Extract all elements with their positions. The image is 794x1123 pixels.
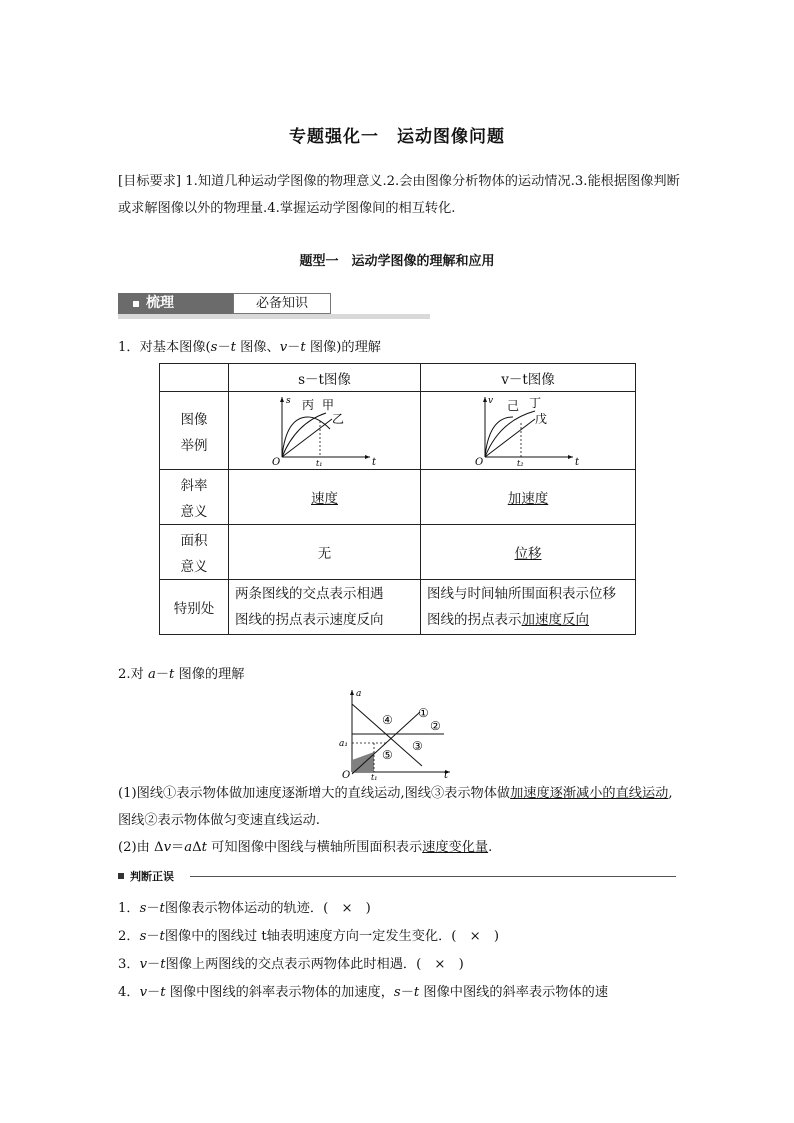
col-header-vt: v－t图像 — [421, 364, 636, 392]
judge-4-var-t2: t — [413, 985, 420, 1000]
at-origin-label: O — [342, 770, 351, 780]
judge-4-var-v: v — [139, 985, 148, 1000]
special-vt-cell — [421, 580, 636, 635]
item2-var-t: t — [169, 667, 175, 682]
special-vt-line2-underlined: 加速度反向 — [521, 612, 589, 628]
item1-dash: － — [217, 340, 231, 355]
item1-dash2: － — [287, 340, 301, 355]
p2-text-c: 可知图像中图线与横轴所围面积表示 — [206, 840, 423, 855]
judge-4-text2: 图像中图线的斜率表示物体的速 — [419, 985, 609, 1000]
divider-line — [190, 876, 676, 877]
square-icon — [133, 301, 139, 307]
special-vt-line2-pre: 图线的拐点表示 — [427, 612, 522, 628]
row-label-area — [160, 525, 229, 580]
item2-heading — [118, 661, 684, 688]
judge-3-text: 图像上两图线的交点表示两物体此时相遇．( × ) — [165, 957, 464, 972]
p1-text-b: ,图线②表示物体做匀变速直线运动. — [118, 786, 673, 828]
x-axis-arrow — [365, 455, 370, 459]
row-label-example-l2: 举例 — [180, 437, 208, 454]
label-wu: 戊 — [535, 411, 548, 426]
slope-vt-cell — [421, 470, 636, 525]
judge-1-var-s: s — [139, 901, 147, 916]
item2-prefix: 2.对 — [118, 667, 148, 682]
judge-item-2 — [118, 923, 684, 950]
judge-3-var-v: v — [139, 957, 148, 972]
banner-tag — [118, 293, 233, 314]
x-axis-arrow — [568, 455, 573, 459]
judge-item-3 — [118, 951, 684, 978]
item1-var-t2: t — [300, 340, 306, 355]
special-vt-line1: 图线与时间轴所围面积表示位移 — [427, 586, 616, 602]
label-ji: 己 — [507, 398, 520, 413]
p1-underlined: 加速度逐渐减小的直线运动 — [510, 786, 669, 801]
item1-mid: 图像、 — [235, 340, 280, 355]
y-axis-arrow — [350, 690, 354, 695]
marker-1: ① — [418, 706, 429, 720]
marker-5: ⑤ — [382, 748, 393, 762]
marker-3: ③ — [412, 739, 423, 753]
vt-origin-label: O — [475, 456, 484, 468]
knowledge-banner — [118, 293, 430, 319]
goal-paragraph — [118, 168, 684, 222]
judge-1-dash: － — [146, 901, 160, 916]
judge-4-var-t: t — [160, 985, 166, 1000]
at-explanation-1 — [118, 780, 684, 834]
st-axis-y-label: s — [285, 395, 291, 406]
p1-text-a: (1)图线①表示物体做加速度逐渐增大的直线运动,图线③表示物体做 — [118, 786, 511, 801]
row-label-slope-l2: 意义 — [180, 504, 208, 520]
judge-2-var-t: t — [159, 929, 165, 944]
item1-var-s: s — [210, 340, 218, 355]
curve-yi — [282, 419, 332, 457]
area-st-cell — [229, 525, 421, 580]
marker-2: ② — [430, 719, 441, 733]
y-axis-arrow — [280, 397, 284, 402]
vt-axis-y-label: v — [488, 395, 494, 406]
graph-comparison-table — [159, 363, 636, 635]
vt-example-graph — [473, 393, 583, 469]
item1-heading — [118, 334, 684, 361]
p2-var-v: v — [163, 840, 172, 855]
judge-4-num: 4． — [118, 985, 140, 1000]
label-bing: 丙 — [301, 397, 314, 412]
p2-delta: Δ — [192, 840, 202, 855]
row-label-example-l1: 图像 — [180, 411, 208, 428]
item1-prefix: 1．对基本图像( — [118, 340, 211, 355]
judge-item-1 — [118, 895, 684, 922]
special-st-line2: 图线的拐点表示速度反向 — [235, 612, 384, 628]
vt-example-graph-cell — [421, 392, 636, 470]
item1-var-t: t — [230, 340, 236, 355]
p2-eq: ＝ — [171, 840, 185, 855]
page-title: 专题强化一 运动图像问题 — [289, 127, 505, 147]
judge-2-dash: － — [146, 929, 160, 944]
area-st-value: 无 — [317, 546, 332, 562]
at-graph — [338, 686, 456, 780]
table-corner — [160, 364, 229, 392]
curve-ding — [485, 411, 535, 457]
p2-text-a: (2)由 Δ — [118, 840, 164, 855]
judge-4-var-s: s — [393, 985, 401, 1000]
item2-dash: － — [155, 667, 170, 682]
row-label-area-l2: 意义 — [180, 559, 208, 575]
judge-3-num: 3． — [118, 957, 140, 972]
judge-3-dash: － — [147, 957, 161, 972]
slope-st-value: 速度 — [311, 491, 338, 507]
p2-underlined: 速度变化量 — [422, 840, 489, 855]
judge-label: 判断正误 — [130, 870, 174, 883]
banner-underline — [118, 314, 430, 319]
st-t1-tick: t₁ — [315, 458, 322, 468]
st-axis-x-label: t — [371, 456, 376, 468]
item1-var-v: v — [279, 340, 288, 355]
judge-2-var-s: s — [139, 929, 147, 944]
at-axis-y-label: a — [356, 689, 362, 699]
judge-4-dash2: － — [400, 985, 414, 1000]
judge-item-4 — [118, 979, 684, 1006]
special-vt-line2 — [427, 607, 635, 633]
goal-label: [目标要求] — [118, 174, 182, 189]
judge-1-text: 图像表示物体运动的轨迹．( × ) — [164, 901, 371, 916]
area-vt-cell — [421, 525, 636, 580]
p2-var-a: a — [184, 840, 193, 855]
judge-3-var-t: t — [160, 957, 166, 972]
judge-2-text: 图像中的图线过 t轴表明速度方向一定发生变化．( × ) — [164, 929, 500, 944]
judge-4-dash: － — [147, 985, 161, 1000]
p2-var-t: t — [201, 840, 207, 855]
item2-var-a: a — [147, 667, 156, 682]
label-ding: 丁 — [529, 395, 542, 410]
marker-4: ④ — [382, 713, 393, 727]
goal-text: 1.知道几种运动学图像的物理意义.2.会由图像分析物体的运动情况.3.能根据图像判断或求解图像以外的物理量.4.掌握运动学图像间的相互转化. — [118, 174, 680, 216]
st-origin-label: O — [271, 456, 280, 468]
label-jia: 甲 — [321, 397, 334, 412]
at-a1-tick: a₁ — [339, 739, 348, 749]
p2-text-d: . — [488, 840, 493, 855]
at-axis-x-label: t — [444, 770, 449, 780]
at-explanation-2 — [118, 834, 684, 861]
curve-ji — [485, 417, 513, 457]
curve-wu — [485, 419, 535, 457]
square-icon — [118, 873, 124, 879]
judge-1-num: 1． — [118, 901, 140, 916]
shaded-area — [352, 752, 374, 772]
y-axis-arrow — [483, 397, 487, 402]
slope-st-cell — [229, 470, 421, 525]
label-yi: 乙 — [331, 411, 344, 426]
curve-jia — [282, 413, 326, 457]
special-st-line1: 两条图线的交点表示相遇 — [235, 586, 384, 602]
judge-2-num: 2． — [118, 929, 140, 944]
slope-vt-value: 加速度 — [507, 491, 549, 507]
judge-1-var-t: t — [159, 901, 165, 916]
special-st-cell — [229, 580, 421, 635]
row-label-slope — [160, 470, 229, 525]
row-label-area-l1: 面积 — [180, 533, 208, 549]
row-label-example — [160, 392, 229, 470]
item2-suffix: 图像的理解 — [174, 667, 245, 682]
row-label-special: 特别处 — [160, 580, 229, 635]
row-label-slope-l1: 斜率 — [180, 478, 208, 494]
vt-axis-x-label: t — [575, 456, 580, 468]
at-t1-tick: t₁ — [371, 773, 378, 780]
st-example-graph-cell — [229, 392, 421, 470]
item1-suffix: 图像)的理解 — [305, 340, 381, 355]
judge-4-text1: 图像中图线的斜率表示物体的加速度， — [165, 985, 394, 1000]
banner-left-label: 梳理 — [146, 295, 174, 311]
section-heading: 题型一 运动学图像的理解和应用 — [299, 254, 495, 269]
banner-right-label: 必备知识 — [233, 293, 331, 314]
vt-t2-tick: t₂ — [517, 458, 524, 468]
judge-section-divider — [118, 868, 676, 884]
col-header-st: s－t图像 — [229, 364, 421, 392]
area-vt-value: 位移 — [514, 546, 542, 562]
st-example-graph — [270, 393, 380, 469]
